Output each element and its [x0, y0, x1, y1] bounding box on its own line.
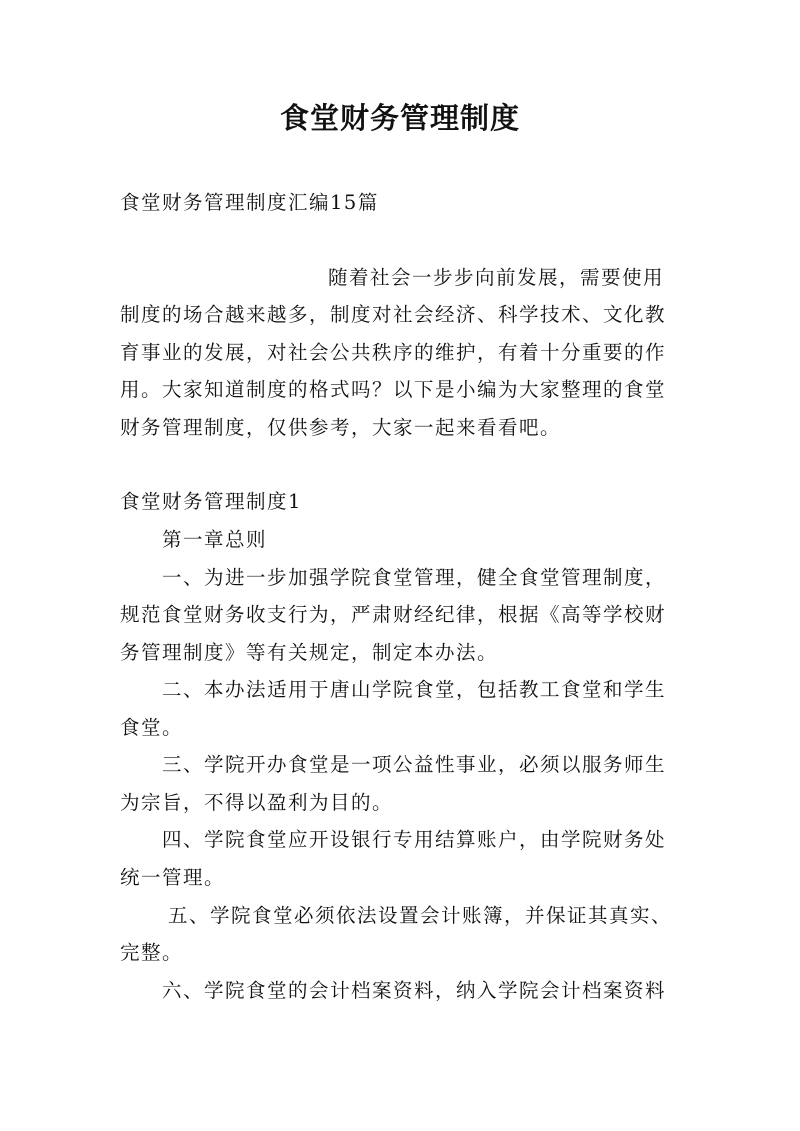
article-line: 统一管理。: [120, 866, 226, 889]
article-line: 一、为进一步加强学院食堂管理，健全食堂管理制度，: [162, 566, 667, 589]
article-line: 二、本办法适用于唐山学院食堂，包括教工食堂和学生: [162, 678, 667, 701]
intro-line: 制度的场合越来越多，制度对社会经济、科学技术、文化教: [120, 303, 667, 326]
article-line: 规范食堂财务收支行为，严肃财经纪律，根据《高等学校财: [120, 603, 667, 626]
article-line: 五、学院食堂必须依法设置会计账簿，并保证其真实、: [168, 904, 673, 927]
article-line: 食堂。: [120, 716, 184, 739]
article-line: 完整。: [120, 941, 184, 964]
article-line: 三、学院开办食堂是一项公益性事业，必须以服务师生: [162, 753, 667, 776]
section-heading: 食堂财务管理制度1: [120, 490, 302, 513]
intro-line: 财务管理制度，仅供参考，大家一起来看看吧。: [120, 416, 562, 439]
intro-line: 用。大家知道制度的格式吗？以下是小编为大家整理的食堂: [120, 378, 667, 401]
article-line: 为宗旨，不得以盈利为目的。: [120, 791, 394, 814]
article-line: 六、学院食堂的会计档案资料，纳入学院会计档案资料: [162, 979, 667, 1002]
intro-line: 随着社会一步步向前发展，需要使用: [328, 266, 665, 289]
document-title: 食堂财务管理制度: [279, 101, 520, 135]
intro-line: 育事业的发展，对社会公共秩序的维护，有着十分重要的作: [120, 341, 667, 364]
document-subtitle: 食堂财务管理制度汇编15篇: [120, 191, 379, 214]
article-line: 务管理制度》等有关规定，制定本办法。: [120, 641, 499, 664]
article-line: 四、学院食堂应开设银行专用结算账户，由学院财务处: [162, 828, 667, 851]
chapter-heading: 第一章总则: [162, 528, 268, 551]
